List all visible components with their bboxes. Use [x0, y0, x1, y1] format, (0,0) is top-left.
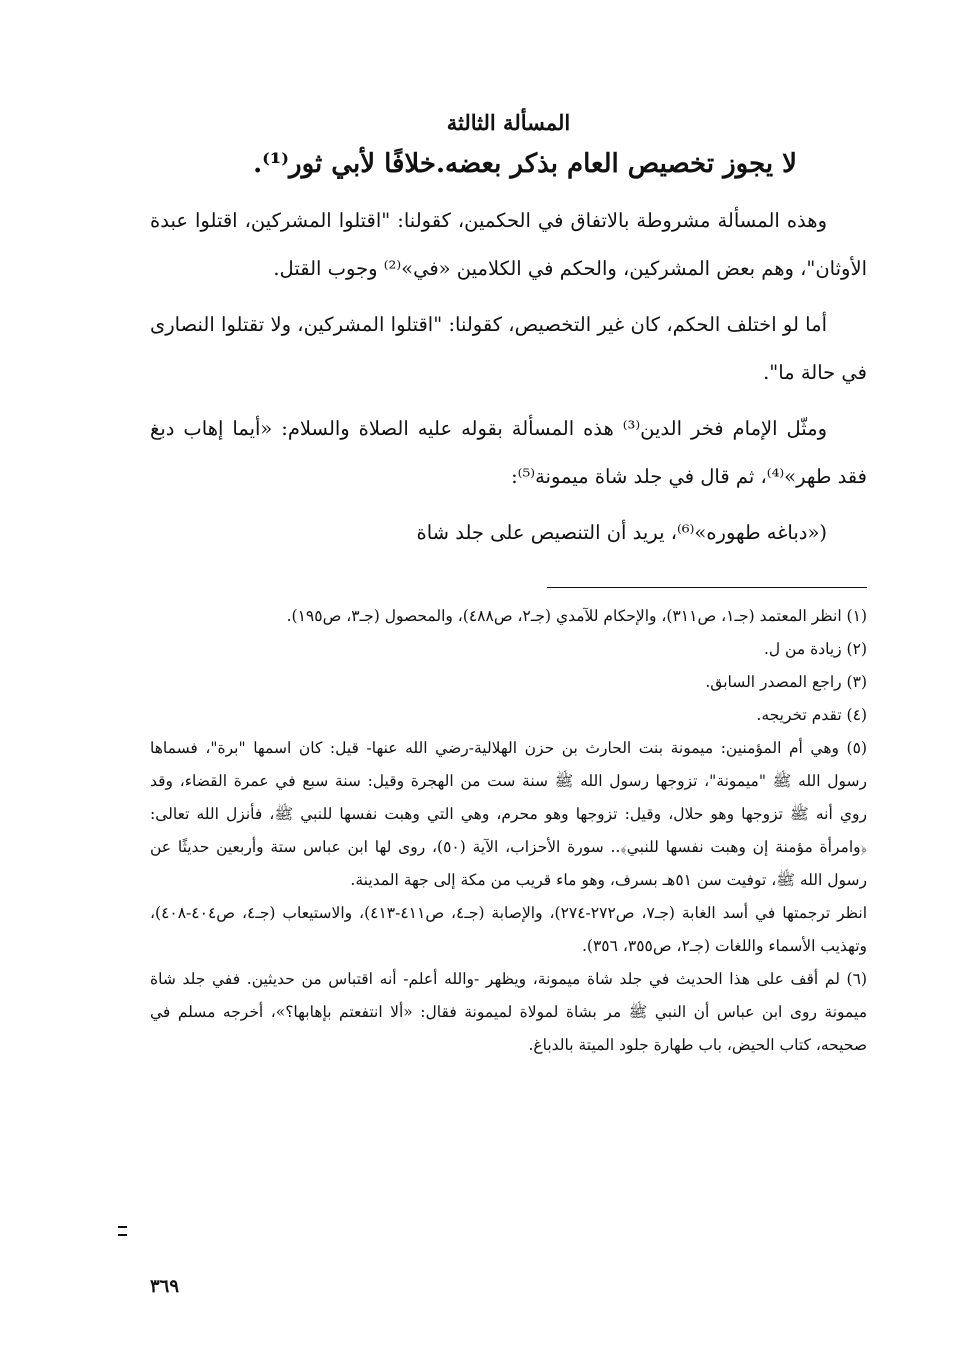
end-mark — [118, 1226, 127, 1236]
section-heading: المسألة الثالثة — [446, 110, 571, 135]
paragraph: ومثّل الإمام فخر الدين⁽³⁾ هذه المسألة بقوله عليه الصلاة والسلام: «أيما إهاب دبغ فقد طهر»⁽⁴⁾، ثم قال في جلد شاة ميمونة⁽⁵⁾: — [150, 417, 867, 488]
body-text — [150, 197, 867, 557]
footnotes — [150, 600, 867, 1062]
page-number: ٣٦٩ — [150, 1276, 180, 1297]
footnote: (١) انظر المعتمد (جـ١، ص٣١١)، والإحكام للآمدي (جـ٢، ص٤٨٨)، والمحصول (جـ٣، ص١٩٥). — [286, 607, 867, 625]
paragraph: («دباغه طهوره»⁽⁶⁾، يريد أن التنصيص على جلد شاة — [416, 521, 827, 544]
footnote-separator — [547, 587, 867, 588]
paragraph: أما لو اختلف الحكم، كان غير التخصيص، كقولنا: "اقتلوا المشركين، ولا تقتلوا النصارى في حالة ما". — [150, 313, 867, 384]
issue-title: لا يجوز تخصيص العام بذكر بعضه.خلافًا لأبي ثور⁽¹⁾. — [253, 149, 797, 179]
footnote: (٥) وهي أم المؤمنين: ميمونة بنت الحارث بن حزن الهلالية-رضي الله عنها- قيل: كان اسمها "برة"، فسماها رسول الله ﷺ "ميمونة"، تزوجها رسول الله ﷺ سنة ست من الهجرة وقيل: سنة سبع في عمرة القضاء، وقد روي أنه ﷺ تزوجها وهو حلال، وقيل: تزوجها وهو محرم، وهي التي وهبت نفسها للنبي ﷺ، فأنزل الله تعالى: ﴿وامرأة مؤمنة إن وهبت نفسها للنبي﴾.. سورة الأحزاب، الآية (٥٠)، روى لها ابن عباس ستة وأربعين حديثًا عن رسول الله ﷺ، توفيت سن ٥١هـ بسرف، وهو ماء قريب من مكة إلى جهة المدينة. — [150, 739, 867, 889]
footnote: انظر ترجمتها في أسد الغابة (جـ٧، ص٢٧٢-٢٧٤)، والإصابة (جـ٤، ص٤١١-٤١٣)، والاستيعاب (جـ٤، ص٤٠٤-٤٠٨)، وتهذيب الأسماء واللغات (جـ٢، ص٣٥٥، ٣٥٦). — [150, 904, 868, 955]
footnote: (٢) زيادة من ل. — [763, 640, 867, 658]
paragraph: وهذه المسألة مشروطة بالاتفاق في الحكمين، كقولنا: "اقتلوا المشركين، اقتلوا عبدة الأوثان"، وهم بعض المشركين، والحكم في الكلامين «في»⁽²⁾ وجوب القتل. — [150, 209, 867, 280]
footnote: (٣) راجع المصدر السابق. — [705, 673, 867, 691]
footnote: (٦) لم أقف على هذا الحديث في جلد شاة ميمونة، ويظهر -والله أعلم- أنه اقتباس من حديثين. ففي جلد شاة ميمونة روى ابن عباس أن النبي ﷺ مر بشاة لمولاة لميمونة فقال: «ألا انتفعتم بإهابها؟»، أخرجه مسلم في صحيحه، كتاب الحيض، باب طهارة جلود الميتة بالدباغ. — [150, 970, 867, 1054]
footnote: (٤) تقدم تخريجه. — [756, 706, 867, 724]
